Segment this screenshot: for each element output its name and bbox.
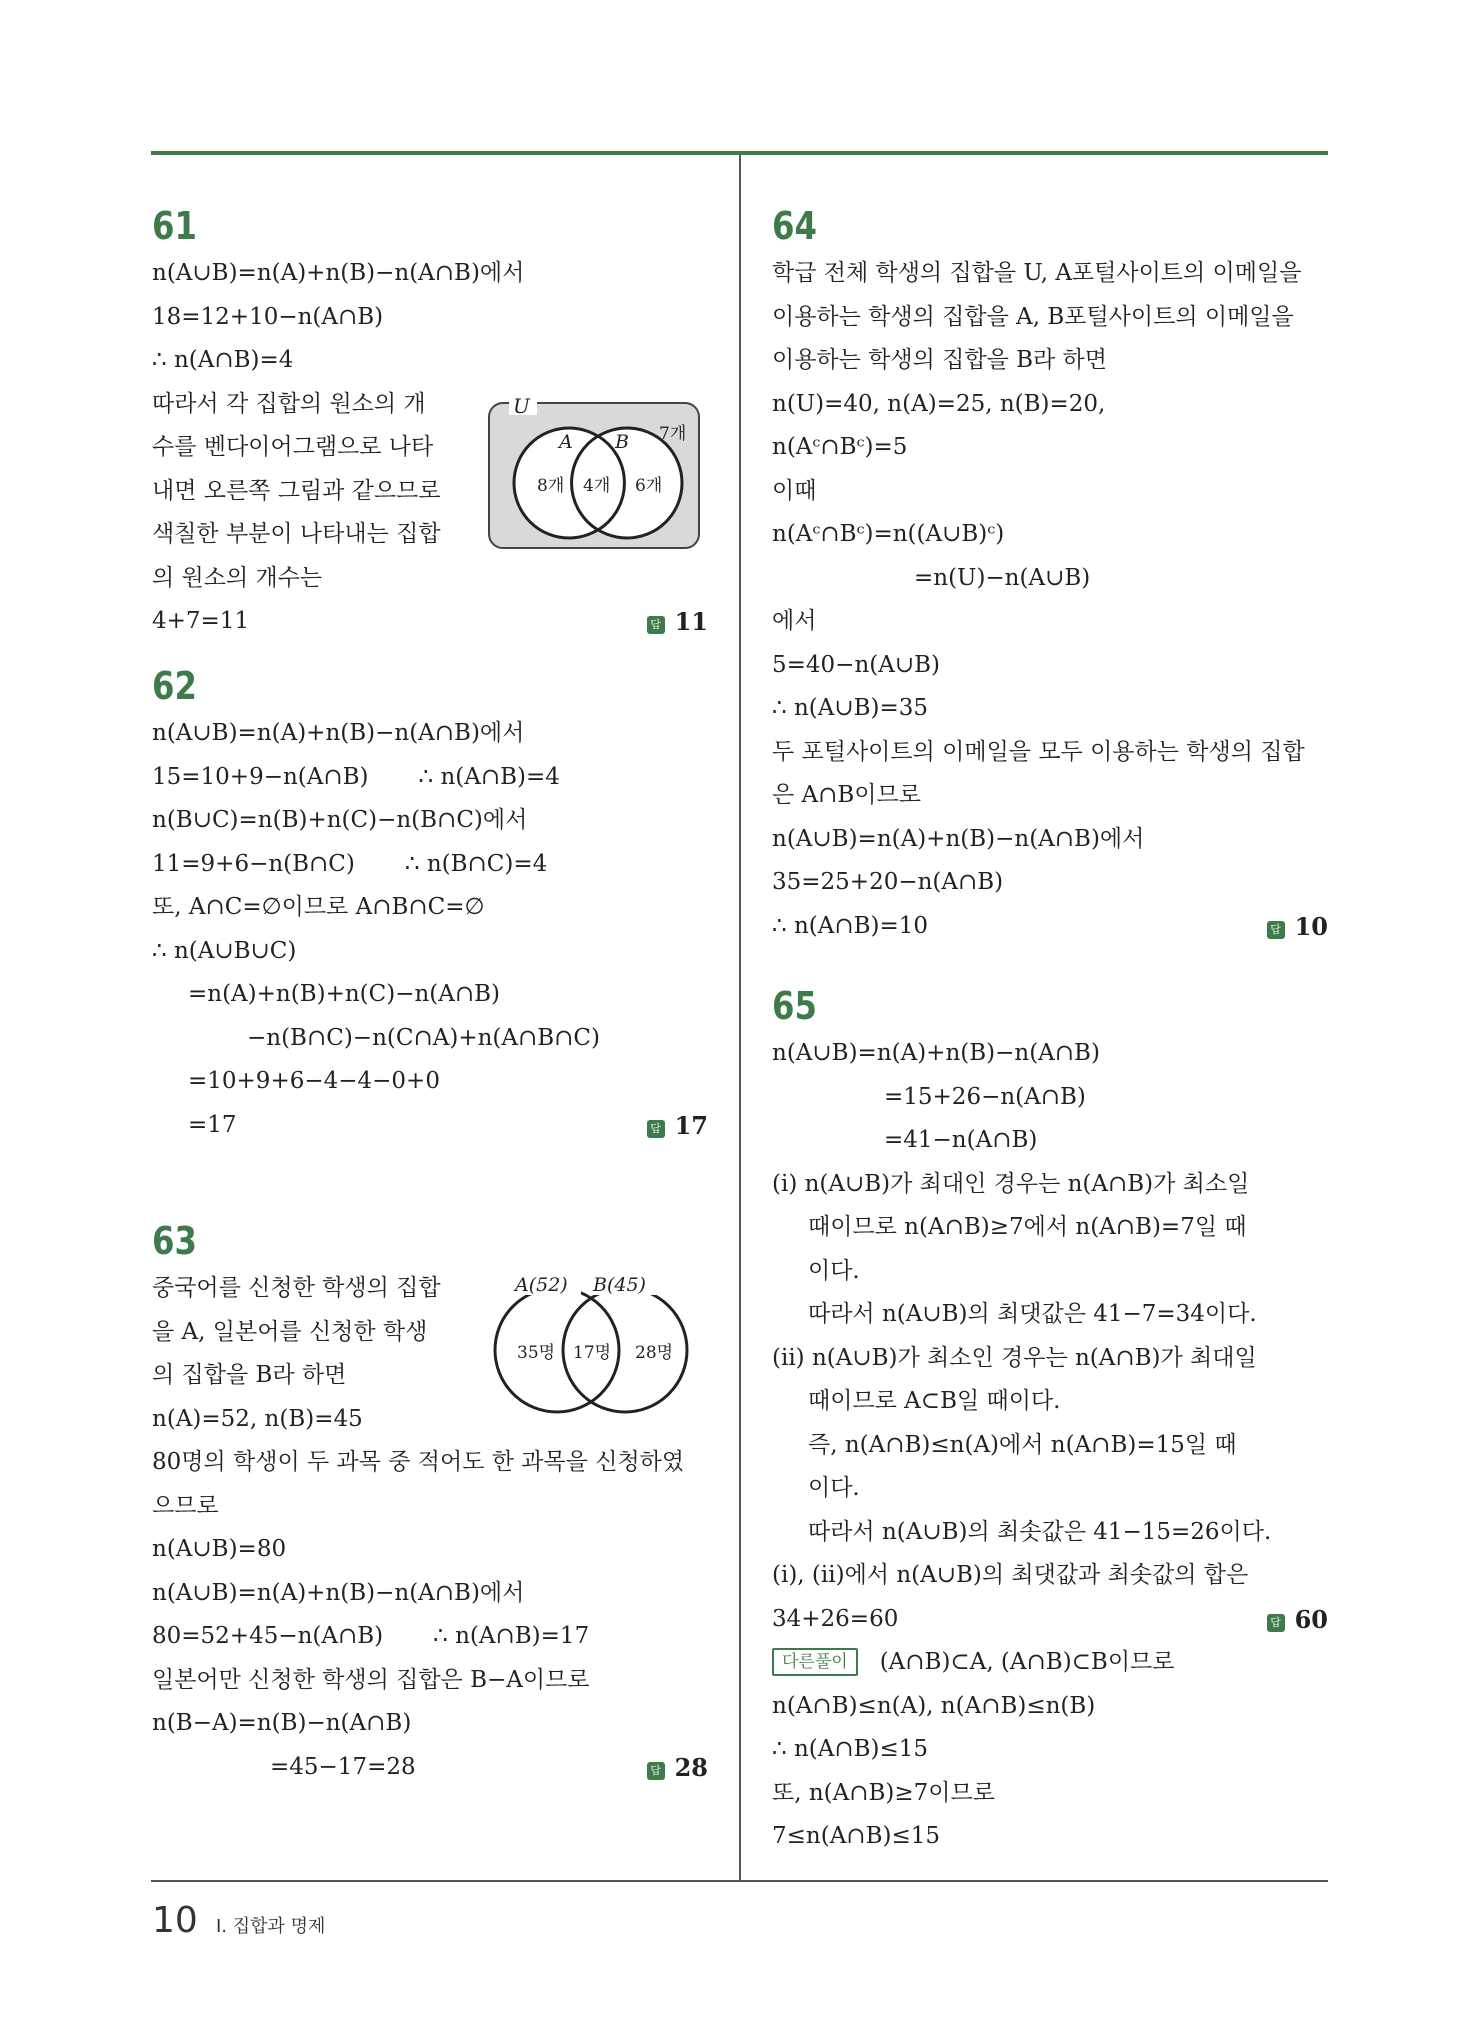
text-line: 학급 전체 학생의 집합을 U, A포털사이트의 이메일을 bbox=[772, 260, 1302, 286]
venn-both-count: 4개 bbox=[583, 476, 611, 496]
text-line: n(A∪B)=n(A)+n(B)−n(A∩B)에서 bbox=[152, 260, 525, 286]
text-line: 에서 bbox=[772, 608, 817, 634]
page-number: 10 bbox=[152, 1900, 198, 1941]
answer bbox=[1267, 1598, 1328, 1642]
text-span: ∴ n(B∩C)=4 bbox=[404, 850, 548, 877]
text-line: n(A∩B)≤n(A), n(A∩B)≤n(B) bbox=[772, 1692, 1096, 1719]
text-line: 18=12+10−n(A∩B) bbox=[152, 303, 384, 330]
text-line: 중국어를 신청한 학생의 집합 bbox=[152, 1275, 441, 1301]
text-line: 35=25+20−n(A∩B) bbox=[772, 869, 1004, 895]
text-line: n(A∪B)=n(A)+n(B)−n(A∩B)에서 bbox=[152, 1579, 525, 1606]
problem-number: 65 bbox=[772, 984, 817, 1028]
text-line: ∴ n(A∩B)=4 bbox=[152, 347, 294, 373]
answer bbox=[647, 1746, 708, 1790]
text-line: 을 A, 일본어를 신청한 학생 bbox=[152, 1318, 428, 1345]
problem-61 bbox=[152, 200, 708, 660]
venn-b-only-count: 6개 bbox=[635, 476, 663, 496]
text-line: 80명의 학생이 두 과목 중 적어도 한 과목을 신청하였 bbox=[152, 1449, 685, 1475]
answer-line bbox=[772, 905, 1328, 949]
venn-label-a: A(52) bbox=[515, 1274, 568, 1296]
text-line: n(A)=52, n(B)=45 bbox=[152, 1405, 363, 1432]
text-line: =10+9+6−4−4−0+0 bbox=[188, 1068, 440, 1094]
text-line: 이다. bbox=[808, 1475, 860, 1501]
text-line: 으므로 bbox=[152, 1492, 219, 1519]
answer-value: 17 bbox=[674, 1110, 708, 1140]
text-span: 15=10+9−n(A∩B) bbox=[152, 763, 369, 790]
answer-line bbox=[152, 1746, 708, 1790]
text-line: =n(A)+n(B)+n(C)−n(A∩B) bbox=[188, 981, 501, 1007]
text-line: n(Aᶜ∩Bᶜ)=5 bbox=[772, 434, 908, 460]
text-line bbox=[152, 843, 708, 887]
text-line: −n(B∩C)−n(C∩A)+n(A∩B∩C) bbox=[247, 1024, 600, 1051]
text-span: ∴ n(A∩B)=17 bbox=[433, 1623, 590, 1649]
text-line: ∴ n(A∪B∪C) bbox=[152, 937, 297, 964]
text-line: (i) n(A∪B)가 최대인 경우는 n(A∩B)가 최소일 bbox=[772, 1170, 1250, 1197]
text-line: 일본어만 신청한 학생의 집합은 B−A이므로 bbox=[152, 1666, 590, 1693]
venn-outside-count: 7개 bbox=[659, 424, 687, 444]
answer-value: 60 bbox=[1294, 1604, 1328, 1634]
text-line: =n(U)−n(A∪B) bbox=[914, 564, 1091, 591]
alt-solution-badge: 다른풀이 bbox=[772, 1648, 858, 1676]
text-line: =41−n(A∩B) bbox=[884, 1127, 1038, 1153]
problem-65 bbox=[772, 980, 1328, 1859]
answer-icon: 답 bbox=[647, 616, 665, 634]
text-span: (A∩B)⊂A, (A∩B)⊂B이므로 bbox=[879, 1649, 1175, 1675]
venn-diagram-61 bbox=[487, 393, 702, 553]
text-line: 따라서 n(A∪B)의 최댓값은 41−7=34이다. bbox=[808, 1301, 1257, 1327]
right-column bbox=[772, 200, 1328, 1859]
problem-62 bbox=[152, 660, 708, 1215]
text-line: 은 A∩B이므로 bbox=[772, 782, 921, 808]
venn-a-only-count: 8개 bbox=[537, 476, 565, 496]
text-line: 이용하는 학생의 집합을 A, B포털사이트의 이메일을 bbox=[772, 303, 1294, 330]
answer-icon: 답 bbox=[1267, 1614, 1285, 1632]
text-line: n(B−A)=n(B)−n(A∩B) bbox=[152, 1710, 412, 1736]
text-line: 때이므로 n(A∩B)≥7에서 n(A∩B)=7일 때 bbox=[808, 1214, 1247, 1240]
text-line: n(A∪B)=n(A)+n(B)−n(A∩B)에서 bbox=[152, 720, 525, 746]
text-span: 80=52+45−n(A∩B) bbox=[152, 1623, 384, 1649]
problem-number: 64 bbox=[772, 204, 817, 248]
text-line: 또, A∩C=∅이므로 A∩B∩C=∅ bbox=[152, 894, 485, 920]
text-span: 11=9+6−n(B∩C) bbox=[152, 850, 355, 877]
answer-value: 10 bbox=[1294, 911, 1328, 941]
text-line: 또, n(A∩B)≥7이므로 bbox=[772, 1779, 995, 1806]
problem-number: 63 bbox=[152, 1219, 197, 1263]
text-line: =15+26−n(A∩B) bbox=[884, 1083, 1086, 1110]
text-line: n(A∪B)=80 bbox=[152, 1536, 287, 1562]
text-line: =45−17=28 bbox=[270, 1753, 416, 1780]
chapter-title: Ⅰ. 집합과 명제 bbox=[216, 1916, 326, 1937]
venn-a-only-count: 35명 bbox=[517, 1343, 556, 1363]
answer-icon: 답 bbox=[647, 1120, 665, 1138]
text-line: 의 원소의 개수는 bbox=[152, 564, 323, 591]
problem-number: 62 bbox=[152, 664, 197, 708]
answer bbox=[647, 1104, 708, 1148]
text-line: 색칠한 부분이 나타내는 집합 bbox=[152, 521, 441, 547]
text-line: =17 bbox=[188, 1111, 237, 1138]
text-line: 5=40−n(A∪B) bbox=[772, 651, 940, 678]
venn-label-b: B(45) bbox=[593, 1274, 646, 1296]
text-line: (i), (ii)에서 n(A∪B)의 최댓값과 최솟값의 합은 bbox=[772, 1562, 1249, 1588]
answer-line bbox=[152, 600, 708, 644]
text-line: ∴ n(A∩B)=10 bbox=[772, 912, 929, 939]
text-line: n(B∪C)=n(B)+n(C)−n(B∩C)에서 bbox=[152, 807, 528, 833]
answer bbox=[1267, 905, 1328, 949]
left-column bbox=[152, 200, 708, 1789]
bottom-rule bbox=[151, 1880, 1328, 1882]
answer-icon: 답 bbox=[647, 1762, 665, 1780]
text-line: n(A∪B)=n(A)+n(B)−n(A∩B) bbox=[772, 1040, 1100, 1066]
text-line: 의 집합을 B라 하면 bbox=[152, 1362, 347, 1388]
text-line: 수를 벤다이어그램으로 나타 bbox=[152, 434, 434, 460]
answer-icon: 답 bbox=[1267, 921, 1285, 939]
text-line: 이때 bbox=[772, 477, 817, 504]
venn-label-u: U bbox=[513, 394, 530, 418]
problem-64 bbox=[772, 200, 1328, 980]
text-line: 따라서 각 집합의 원소의 개 bbox=[152, 390, 426, 417]
answer bbox=[647, 600, 708, 644]
alt-solution-line bbox=[772, 1641, 1328, 1685]
column-divider bbox=[739, 155, 741, 1880]
answer-value: 28 bbox=[674, 1752, 708, 1782]
text-line: 따라서 n(A∪B)의 최솟값은 41−15=26이다. bbox=[808, 1518, 1272, 1545]
text-line: 이다. bbox=[808, 1257, 860, 1284]
text-line: ∴ n(A∩B)≤15 bbox=[772, 1736, 929, 1762]
venn-label-b: B bbox=[615, 431, 629, 453]
text-line: 즉, n(A∩B)≤n(A)에서 n(A∩B)=15일 때 bbox=[808, 1431, 1237, 1458]
problem-number: 61 bbox=[152, 204, 197, 248]
text-line: ∴ n(A∪B)=35 bbox=[772, 695, 929, 721]
text-line: 4+7=11 bbox=[152, 608, 250, 634]
text-line bbox=[152, 1615, 708, 1659]
venn-both-count: 17명 bbox=[573, 1343, 612, 1363]
text-line: (ii) n(A∪B)가 최소인 경우는 n(A∩B)가 최대일 bbox=[772, 1344, 1257, 1371]
venn-b-only-count: 28명 bbox=[635, 1343, 674, 1363]
text-line: 내면 오른쪽 그림과 같으므로 bbox=[152, 477, 441, 504]
text-line: n(U)=40, n(A)=25, n(B)=20, bbox=[772, 390, 1106, 417]
text-line bbox=[152, 756, 708, 800]
venn-diagram-63 bbox=[477, 1265, 707, 1415]
text-line: 두 포털사이트의 이메일을 모두 이용하는 학생의 집합 bbox=[772, 738, 1305, 765]
text-span: ∴ n(A∩B)=4 bbox=[418, 763, 560, 790]
text-line: n(Aᶜ∩Bᶜ)=n((A∪B)ᶜ) bbox=[772, 521, 1005, 547]
answer-line bbox=[772, 1598, 1328, 1642]
answer-line bbox=[152, 1104, 708, 1148]
text-line: n(A∪B)=n(A)+n(B)−n(A∩B)에서 bbox=[772, 825, 1145, 852]
answer-value: 11 bbox=[674, 607, 708, 636]
text-line: 7≤n(A∩B)≤15 bbox=[772, 1823, 940, 1849]
text-line: 때이므로 A⊂B일 때이다. bbox=[808, 1388, 1061, 1414]
problem-63 bbox=[152, 1215, 708, 1789]
venn-label-a: A bbox=[559, 431, 573, 453]
text-line: 34+26=60 bbox=[772, 1605, 899, 1632]
text-line: 이용하는 학생의 집합을 B라 하면 bbox=[772, 347, 1107, 373]
